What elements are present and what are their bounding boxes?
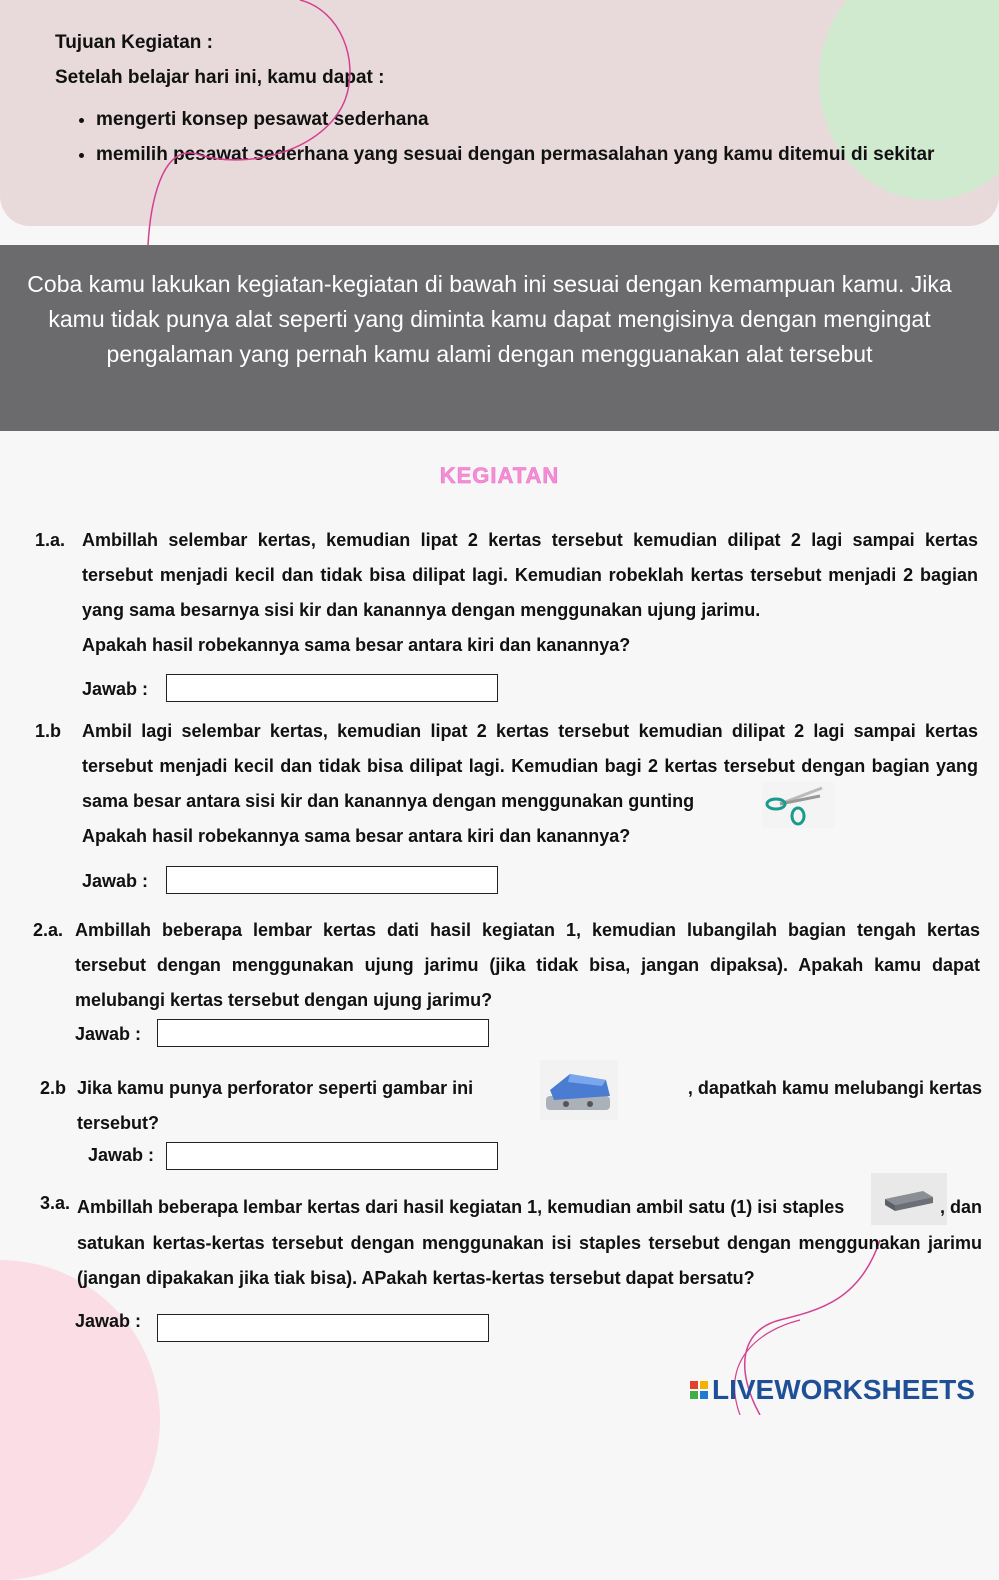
answer-label: Jawab : bbox=[88, 1145, 155, 1165]
logo-icon bbox=[690, 1381, 708, 1399]
goals-title: Tujuan Kegiatan : bbox=[55, 32, 213, 53]
goal-item: • memilih pesawat sederhana yang sesuai dengan permasalahan yang kamu ditemui di sekitar bbox=[96, 137, 956, 172]
question-text: Ambillah beberapa lembar kertas dari hasil kegiatan 1, kemudian ambil satu (1) isi staples bbox=[77, 1197, 845, 1217]
answer-input-1a[interactable] bbox=[166, 674, 498, 702]
question-text: Jika kamu punya perforator seperti gambar ini bbox=[77, 1078, 474, 1098]
answer-label: Jawab : bbox=[82, 679, 149, 699]
question-text: , dan bbox=[940, 1197, 983, 1217]
staples-icon bbox=[871, 1173, 947, 1225]
question-text: satukan kertas-kertas tersebut dengan menggunakan isi staples tersebut dengan menggunakan jarimu (jangan dipakakan jika tiak bisa). APakah kertas-kertas tersebut dapat bersatu? bbox=[77, 1233, 982, 1288]
question-text: Ambillah selembar kertas, kemudian lipat 2 kertas tersebut kemudian dilipat 2 lagi sampai kertas tersebut menjadi kecil dan tidak bisa dilipat lagi. Kemudian robeklah kertas tersebut menjadi 2 bagian yang sama besarnya sisi kir dan kanannya dengan menggunakan ujung jarimu. bbox=[82, 530, 978, 620]
answer-label: Jawab : bbox=[75, 1311, 142, 1331]
instruction-banner: Coba kamu lakukan kegiatan-kegiatan di bawah ini sesuai dengan kemampuan kamu. Jika kamu tidak punya alat seperti yang diminta kamu dapat mengisinya dengan mengingat pengalaman yang pernah kamu alami dengan mengguanakan alat tersebut bbox=[0, 245, 999, 431]
question-number: 2.b bbox=[40, 1078, 67, 1098]
goal-item: • mengerti konsep pesawat sederhana bbox=[96, 102, 956, 137]
question-prompt: Apakah hasil robekannya sama besar antara kiri dan kanannya? bbox=[82, 826, 631, 846]
hole-punch-icon bbox=[540, 1060, 618, 1120]
question-number: 3.a. bbox=[40, 1193, 71, 1213]
answer-input-1b[interactable] bbox=[166, 866, 498, 894]
answer-input-3a[interactable] bbox=[157, 1314, 489, 1342]
section-title: KEGIATAN bbox=[439, 463, 560, 488]
answer-input-2b[interactable] bbox=[166, 1142, 498, 1170]
question-number: 2.a. bbox=[33, 920, 64, 940]
question-prompt: Apakah hasil robekannya sama besar antara kiri dan kanannya? bbox=[82, 635, 631, 655]
answer-label: Jawab : bbox=[75, 1024, 142, 1044]
question-text: Ambil lagi selembar kertas, kemudian lipat 2 kertas tersebut kemudian dilipat 2 lagi sampai kertas tersebut menjadi kecil dan tidak bisa dilipat lagi. Kemudian bagi 2 kertas tersebut dengan bagian yang sama besar antara sisi kir dan kanannya dengan menggunakan gunting bbox=[82, 721, 978, 811]
logo-text: LIVEWORKSHEETS bbox=[712, 1374, 975, 1405]
question-text: , dapatkah kamu melubangi kertas bbox=[687, 1078, 982, 1098]
question-number: 1.a. bbox=[35, 530, 66, 550]
liveworksheets-logo[interactable] bbox=[690, 1374, 975, 1406]
answer-label: Jawab : bbox=[82, 871, 149, 891]
answer-input-2a[interactable] bbox=[157, 1019, 489, 1047]
goals-subtitle: Setelah belajar hari ini, kamu dapat : bbox=[55, 67, 385, 88]
question-number: 1.b bbox=[35, 721, 62, 741]
question-text: Ambillah beberapa lembar kertas dati hasil kegiatan 1, kemudian lubangilah bagian tengah kertas tersebut dengan menggunakan ujung jarimu (jika tidak bisa, jangan dipaksa). Apakah kamu dapat melubangi kertas tersebut dengan ujung jarimu? bbox=[75, 920, 980, 1010]
question-text: tersebut? bbox=[77, 1113, 160, 1133]
